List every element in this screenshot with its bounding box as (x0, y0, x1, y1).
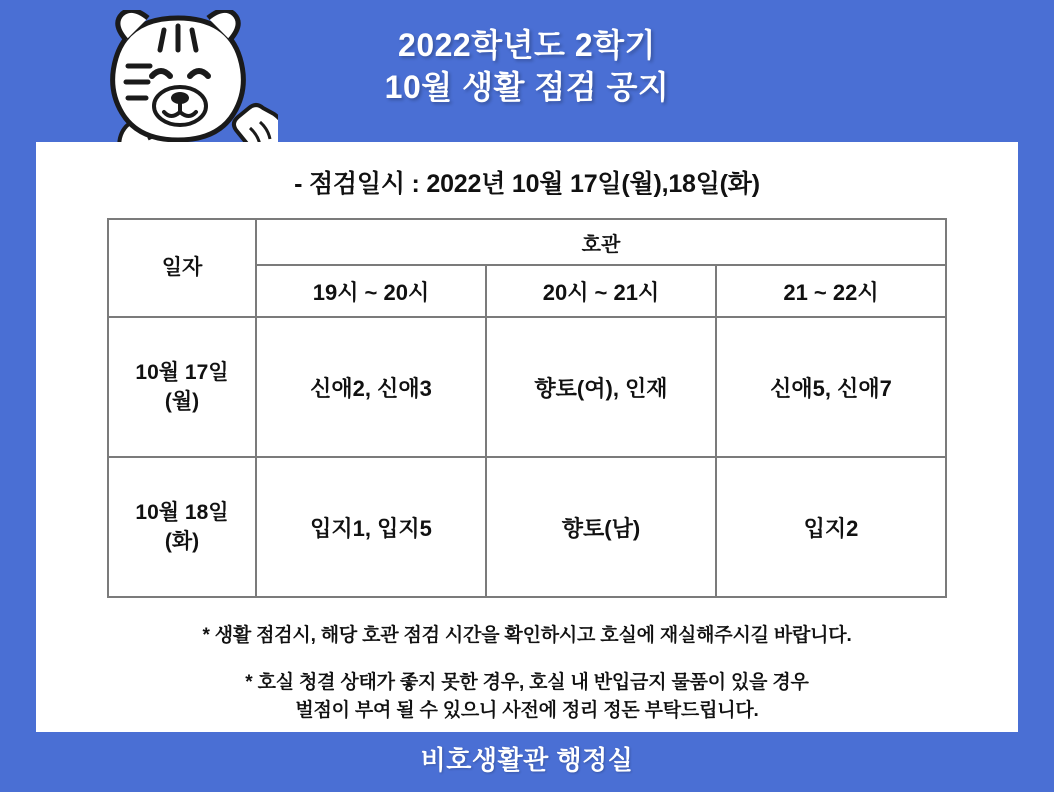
row-2-slot-2: 향토(남) (486, 457, 716, 597)
row-2-date-line-1: 10월 18일 (135, 500, 229, 524)
row-2-slot-1: 입지1, 입지5 (256, 457, 486, 597)
header-timeslot-3: 21 ~ 22시 (716, 265, 946, 317)
row-1-date-line-2: (월) (164, 390, 200, 413)
header-building-group: 호관 (256, 219, 946, 265)
note-1: * 생활 점검시, 해당 호관 점검 시간을 확인하시고 호실에 재실해주시길 바랍니다. (202, 625, 852, 646)
row-1-date-line-1: 10월 17일 (135, 360, 229, 384)
note-2 (36, 669, 1018, 724)
footer-organization: 비호생활관 행정실 (420, 745, 634, 775)
inspection-datetime: - 점검일시 : 2022년 10월 17일(월),18일(화) (294, 170, 760, 198)
notice-card (36, 142, 1018, 732)
row-1-slot-2: 향토(여), 인재 (486, 317, 716, 457)
row-1-slot-3: 신애5, 신애7 (716, 317, 946, 457)
notes-section (36, 620, 1018, 724)
table-header-row-group (108, 219, 946, 265)
row-2-date (108, 457, 256, 597)
page-title-line-2: 10월 생활 점검 공지 (384, 69, 670, 106)
note-2-line-2: 벌점이 부여 될 수 있으니 사전에 정리 정돈 부탁드립니다. (295, 699, 759, 721)
row-1-date (108, 317, 256, 457)
header-date: 일자 (108, 219, 256, 317)
header-timeslot-1: 19시 ~ 20시 (256, 265, 486, 317)
header-timeslot-2: 20시 ~ 21시 (486, 265, 716, 317)
note-2-line-1: * 호실 청결 상태가 좋지 못한 경우, 호실 내 반입금지 물품이 있을 경우 (245, 672, 809, 693)
page-title-line-1: 2022학년도 2학기 (398, 27, 656, 63)
row-2-date-line-2: (화) (164, 530, 200, 553)
row-2-slot-3: 입지2 (716, 457, 946, 597)
row-1-slot-1: 신애2, 신애3 (256, 317, 486, 457)
table-row (108, 317, 946, 457)
table-row (108, 457, 946, 597)
inspection-schedule-table (107, 218, 947, 598)
